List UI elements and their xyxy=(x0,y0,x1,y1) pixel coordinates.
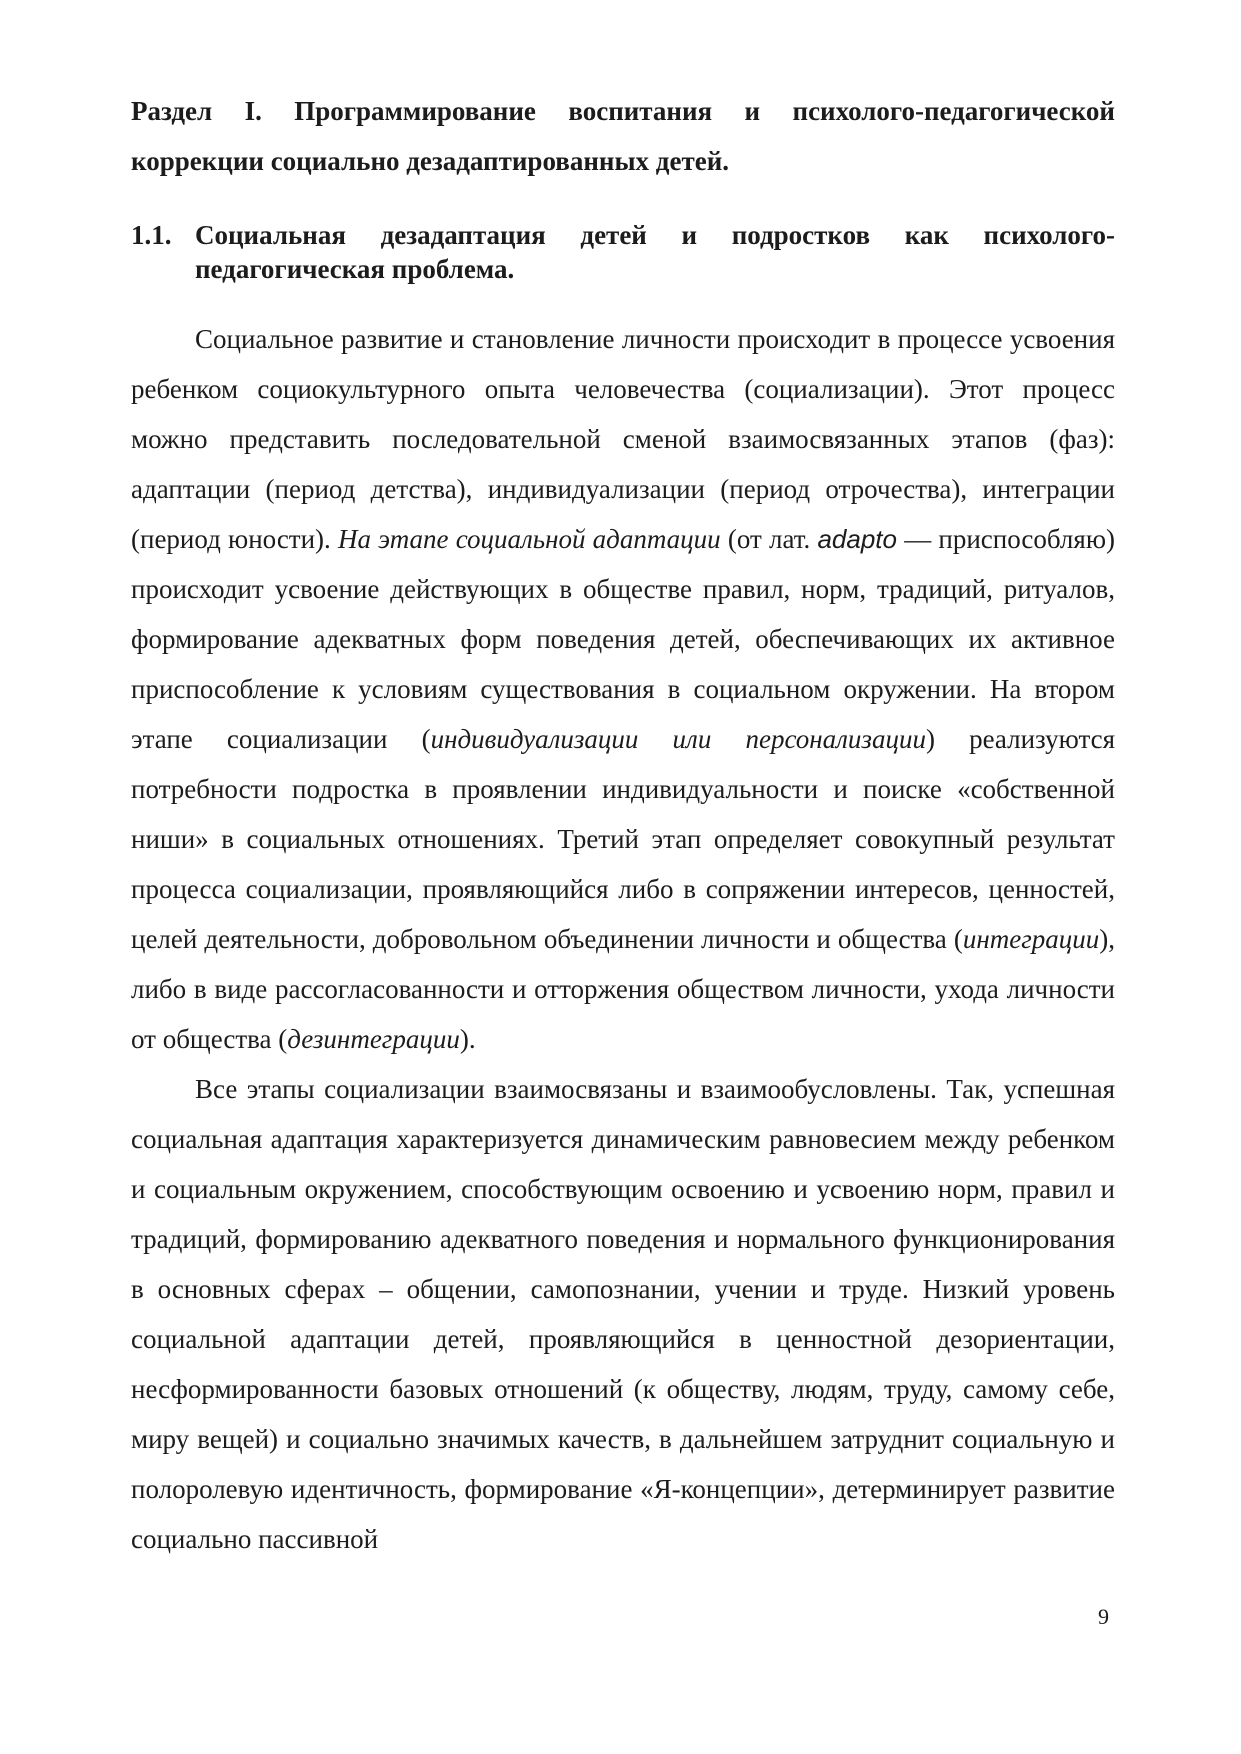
subsection-number: 1.1. xyxy=(131,220,172,250)
paragraph-1-italic-b: индивидуализации или персонализации xyxy=(430,724,926,754)
section-title: Раздел I. Программирование воспитания и психолого-педагогической коррекции социально дезадаптированных детей. xyxy=(131,96,1115,176)
document-page xyxy=(131,86,1115,1564)
paragraph-1-text-a: Социальное развитие и становление личности происходит в процессе усвоения ребенком социокультурного опыта человечества (социализации). Этот процесс можно представить последовательной сменой взаимосвязанных этапов (фаз): адаптации (период детства), индивидуализации (период отрочества), интеграции (период юности). xyxy=(131,324,1115,554)
paragraph-1-italic-d: дезинтеграции xyxy=(287,1024,460,1054)
page-number: 9 xyxy=(1098,1604,1109,1629)
subsection-heading xyxy=(131,218,1115,286)
paragraph-1 xyxy=(131,314,1115,1064)
paragraph-1-italic-a: На этапе социальной адаптации xyxy=(337,524,721,554)
subsection-title: Социальная дезадаптация детей и подростков как психолого-педагогическая проблема. xyxy=(195,220,1115,284)
paragraph-1-text-c: — приспособляю) происходит усвоение действующих в обществе правил, норм, традиций, ритуалов, формирование адекватных форм поведения детей, обеспечивающих их активное приспособление к условиям существования в социальном окружении. На втором этапе социализации ( xyxy=(131,524,1115,754)
paragraph-1-text-e: ), либо в виде рассогласованности и отторжения обществом личности, ухода личности от общества ( xyxy=(131,924,1115,1054)
paragraph-1-text-f: ). xyxy=(459,1024,476,1054)
paragraph-1-latin: adapto xyxy=(817,524,897,554)
paragraph-1-text-b: (от лат. xyxy=(720,524,818,554)
paragraph-1-text-d: ) реализуются потребности подростка в проявлении индивидуальности и поиске «собственной ниши» в социальных отношениях. Третий этап определяет совокупный результат процесса социализации, проявляющийся либо в сопряжении интересов, ценностей, целей деятельности, добровольном объединении личности и общества ( xyxy=(131,724,1115,954)
paragraph-2: Все этапы социализации взаимосвязаны и взаимообусловлены. Так, успешная социальная адаптация характеризуется динамическим равновесием между ребенком и социальным окружением, способствующим освоению и усвоению норм, правил и традиций, формированию адекватного поведения и нормального функционирования в основных сферах – общении, самопознании, учении и труде. Низкий уровень социальной адаптации детей, проявляющийся в ценностной дезориентации, несформированности базовых отношений (к обществу, людям, труду, самому себе, миру вещей) и социально значимых качеств, в дальнейшем затруднит социальную и полоролевую идентичность, формирование «Я-концепции», детерминирует развитие социально пассивной xyxy=(131,1074,1115,1554)
paragraph-1-italic-c: интеграции xyxy=(962,924,1100,954)
